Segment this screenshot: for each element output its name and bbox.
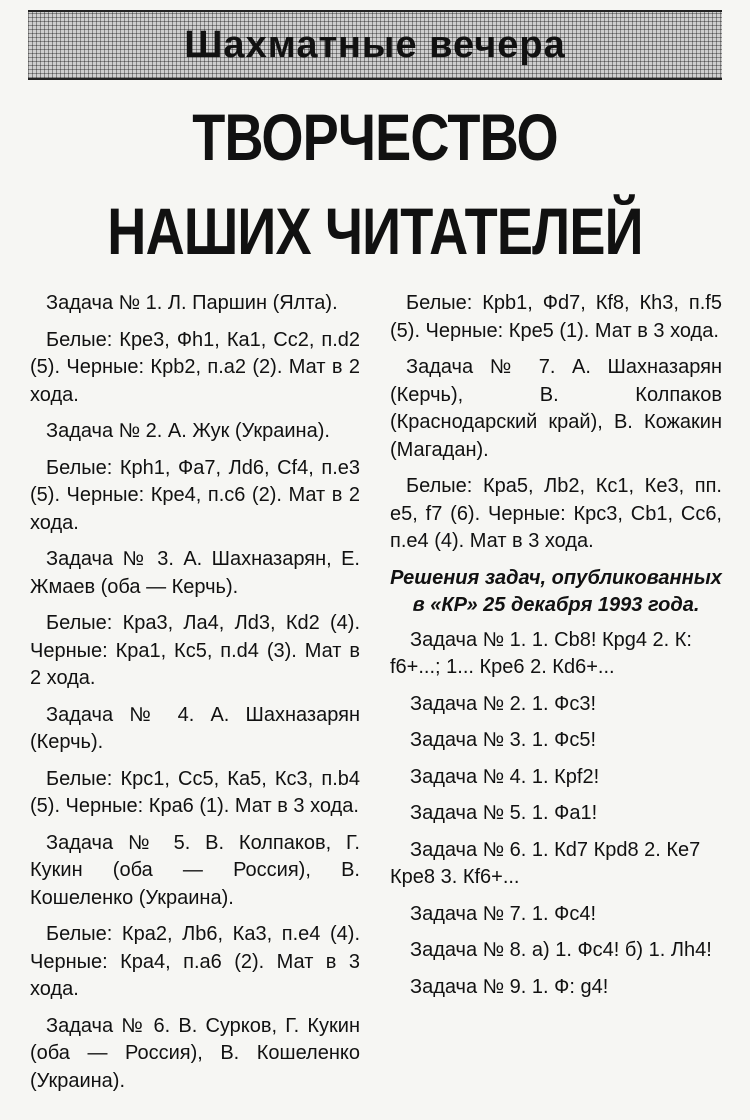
headline-line-2: НАШИХ ЧИТАТЕЛЕЙ [107, 194, 643, 268]
headline-line-1: ТВОРЧЕСТВО [192, 100, 558, 174]
solution-3: Задача № 3. 1. Фc5! [410, 729, 597, 751]
problem-4-title: Задача № 4. А. Шахназарян (Керчь). [30, 703, 360, 753]
problem-7-position: Белые: Крa5, Лb2, Кc1, Кe3, пп. e5, f7 (6). Черные: Крc3, Сb1, Сc6, п.e4 (4). Мат в 3 хода. [390, 475, 722, 552]
problem-3-title: Задача № 3. А. Шахназарян, Е. Жмаев (оба — Керчь). [30, 548, 360, 598]
solution-7: Задача № 7. 1. Фc4! [410, 902, 597, 925]
rubric-title: Шахматные вечера [184, 23, 566, 66]
problem-3-position: Белые: Крa3, Лa4, Лd3, Кd2 (4). Черные: Крa1, Кc5, п.d4 (3). Мат в 2 хода. [30, 612, 360, 689]
problem-7-title: Задача № 7. А. Шахназарян (Керчь), В. Колпаков (Краснодарский край), В. Кожакин (Магадан). [390, 356, 722, 461]
right-column [390, 290, 722, 1010]
solution-1: Задача № 1. 1. Сb8! Крg4 2. К: f6+...; 1... Крe6 2. Кd6+... [390, 628, 692, 678]
problem-5-position: Белые: Крa2, Лb6, Кa3, п.e4 (4). Черные: Крa4, п.a6 (2). Мат в 3 хода. [30, 923, 360, 1000]
problem-1-title: Задача № 1. Л. Паршин (Ялта). [46, 292, 338, 314]
solution-4: Задача № 4. 1. Крf2! [410, 765, 600, 788]
left-column [30, 290, 360, 1104]
solution-5: Задача № 5. 1. Фa1! [410, 802, 598, 824]
problem-4-position: Белые: Крc1, Сc5, Кa5, Кc3, п.b4 (5). Черные: Крa6 (1). Мат в 3 хода. [30, 767, 360, 817]
solutions-heading: Решения задач, опубликованных в «КР» 25 декабря 1993 года. [390, 566, 722, 616]
problem-2-title: Задача № 2. А. Жук (Украина). [46, 420, 330, 442]
solution-6: Задача № 6. 1. Кd7 Крd8 2. Кe7 Крe8 3. Кf6+... [390, 838, 701, 888]
problem-5-title: Задача № 5. В. Колпаков, Г. Кукин (оба — Россия), В. Кошеленко (Украина). [30, 831, 360, 909]
rubric-banner [28, 10, 722, 80]
solution-8: Задача № 8. а) 1. Фc4! б) 1. Лh4! [410, 939, 712, 961]
solution-9: Задача № 9. 1. Ф: g4! [410, 975, 609, 998]
solution-2: Задача № 2. 1. Фc3! [410, 692, 597, 715]
problem-6-position: Белые: Крb1, Фd7, Кf8, Кh3, п.f5 (5). Черные: Крe5 (1). Мат в 3 хода. [390, 292, 722, 342]
problem-6-title: Задача № 6. В. Сурков, Г. Кукин (оба — Россия), В. Кошеленко (Украина). [30, 1014, 360, 1092]
problem-2-position: Белые: Крh1, Фa7, Лd6, Сf4, п.e3 (5). Черные: Крe4, п.c6 (2). Мат в 2 хода. [30, 456, 360, 534]
problem-1-position: Белые: Крe3, Фh1, Кa1, Сc2, п.d2 (5). Черные: Крb2, п.a2 (2). Мат в 2 хода. [30, 328, 360, 406]
